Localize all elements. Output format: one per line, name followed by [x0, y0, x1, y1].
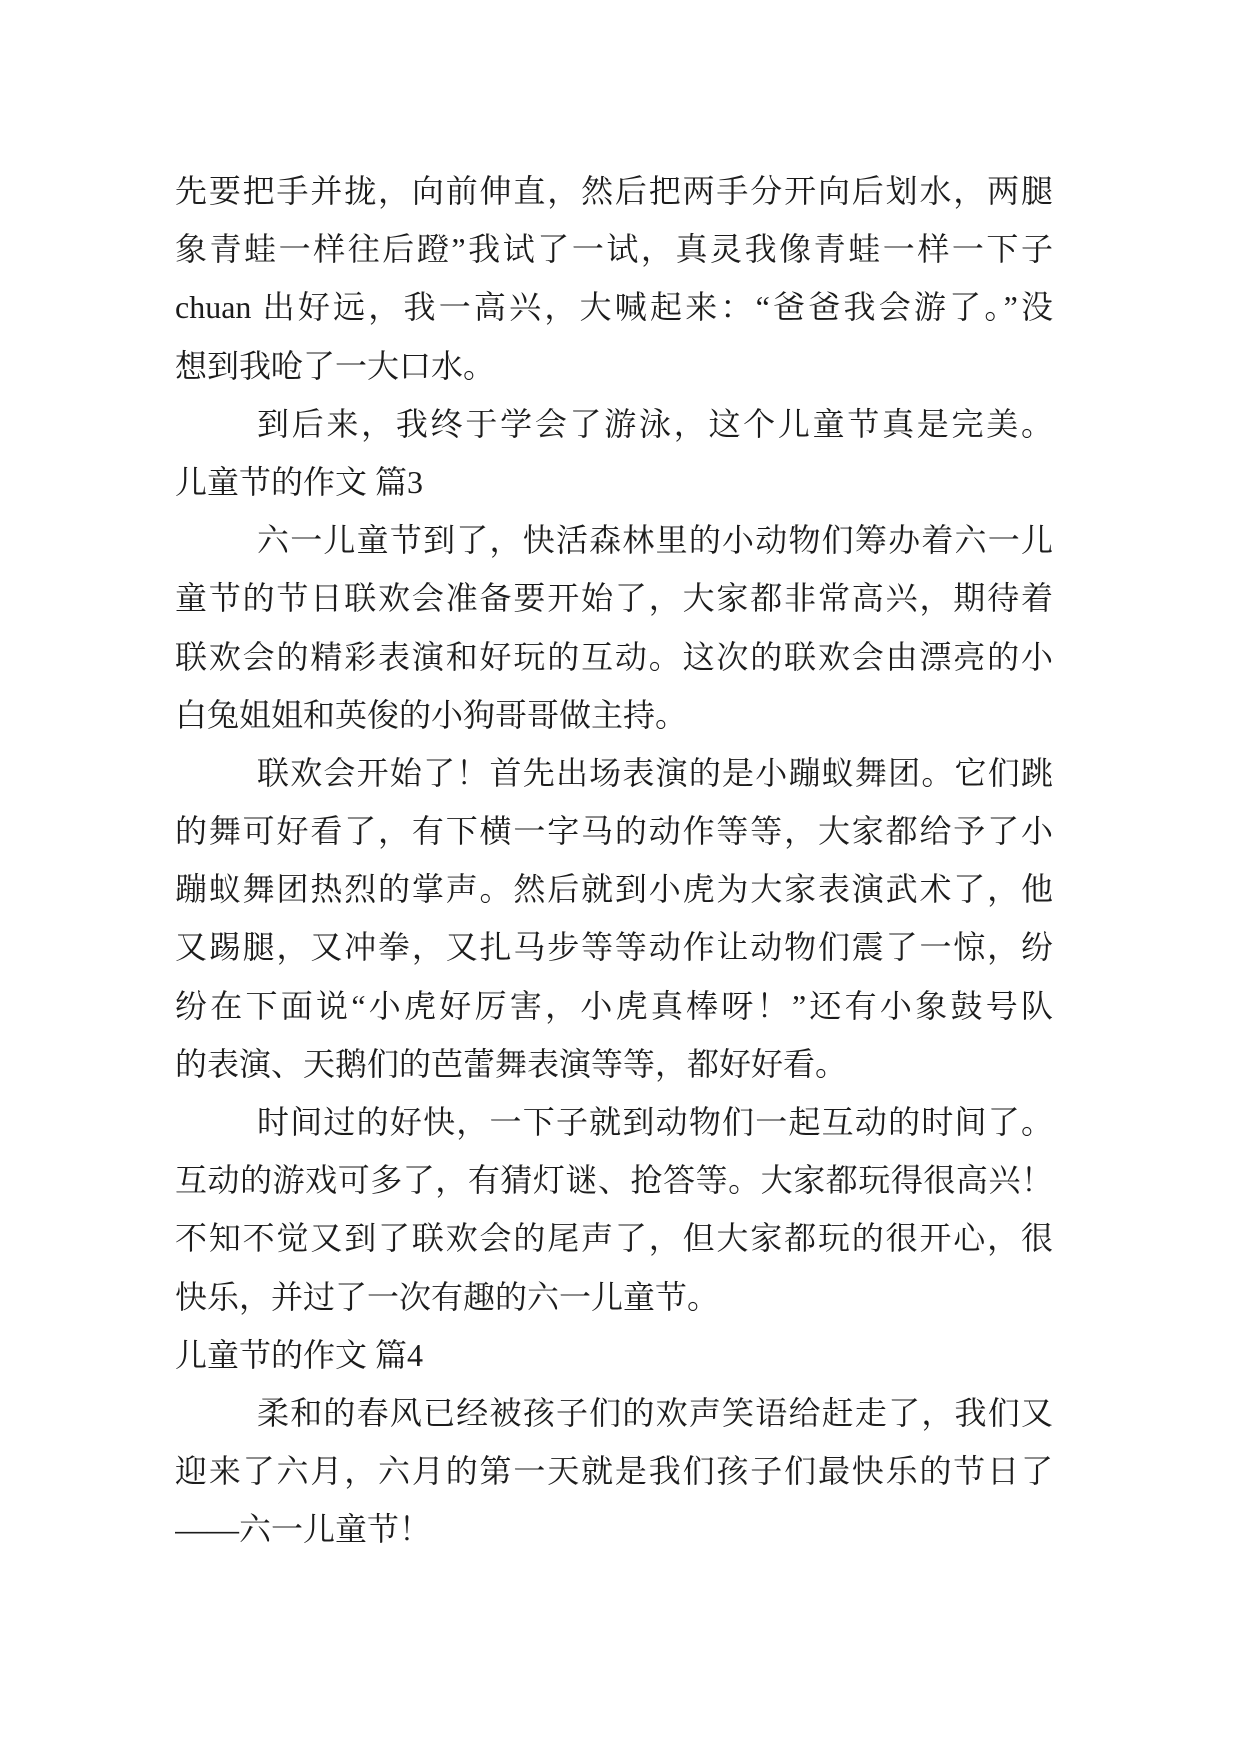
text-line: chuan 出好远，我一高兴，大喊起来：“爸爸我会游了。”没 [175, 289, 1053, 326]
text-line: 不知不觉又到了联欢会的尾声了，但大家都玩的很开心，很 [175, 1220, 1053, 1257]
text-line: 又踢腿，又冲拳，又扎马步等等动作让动物们震了一惊，纷 [175, 929, 1053, 966]
text-line: 时间过的好快，一下子就到动物们一起互动的时间了。 [257, 1104, 1053, 1140]
text-line: 先要把手并拢，向前伸直，然后把两手分开向后划水，两腿 [175, 173, 1053, 209]
text-line: 的舞可好看了，有下横一字马的动作等等，大家都给予了小 [175, 813, 1053, 850]
text-line: 快乐，并过了一次有趣的六一儿童节。 [175, 1278, 720, 1315]
text-line: 想到我呛了一大口水。 [175, 347, 496, 384]
text-line: 迎来了六月，六月的第一天就是我们孩子们最快乐的节日了 [175, 1453, 1053, 1490]
text-line: 的表演、天鹅们的芭蕾舞表演等等，都好好看。 [175, 1045, 848, 1082]
text-line: 柔和的春风已经被孩子们的欢声笑语给赶走了，我们又 [257, 1394, 1053, 1431]
text-line: 六一儿童节到了，快活森林里的小动物们筹办着六一儿 [257, 522, 1053, 559]
text-line: 联欢会的精彩表演和好玩的互动。这次的联欢会由漂亮的小 [175, 638, 1053, 675]
text-line: 纷在下面说“小虎好厉害，小虎真棒呀！”还有小象鼓号队 [175, 987, 1053, 1024]
text-line: 蹦蚁舞团热烈的掌声。然后就到小虎为大家表演武术了，他 [175, 871, 1053, 908]
section-heading: 儿童节的作文 篇4 [175, 1336, 424, 1373]
text-line: 白兔姐姐和英俊的小狗哥哥做主持。 [175, 696, 688, 733]
text-line: ——六一儿童节！ [175, 1511, 432, 1548]
text-line: 象青蛙一样往后蹬”我试了一试，真灵我像青蛙一样一下子 [175, 231, 1053, 268]
section-heading: 儿童节的作文 篇3 [175, 463, 424, 500]
text-line: 到后来，我终于学会了游泳，这个儿童节真是完美。 [257, 405, 1053, 442]
text-line: 联欢会开始了！首先出场表演的是小蹦蚁舞团。它们跳 [257, 754, 1053, 791]
text-line: 互动的游戏可多了，有猜灯谜、抢答等。大家都玩得很高兴！ [175, 1162, 1053, 1199]
text-line: 童节的节日联欢会准备要开始了，大家都非常高兴，期待着 [175, 580, 1053, 617]
